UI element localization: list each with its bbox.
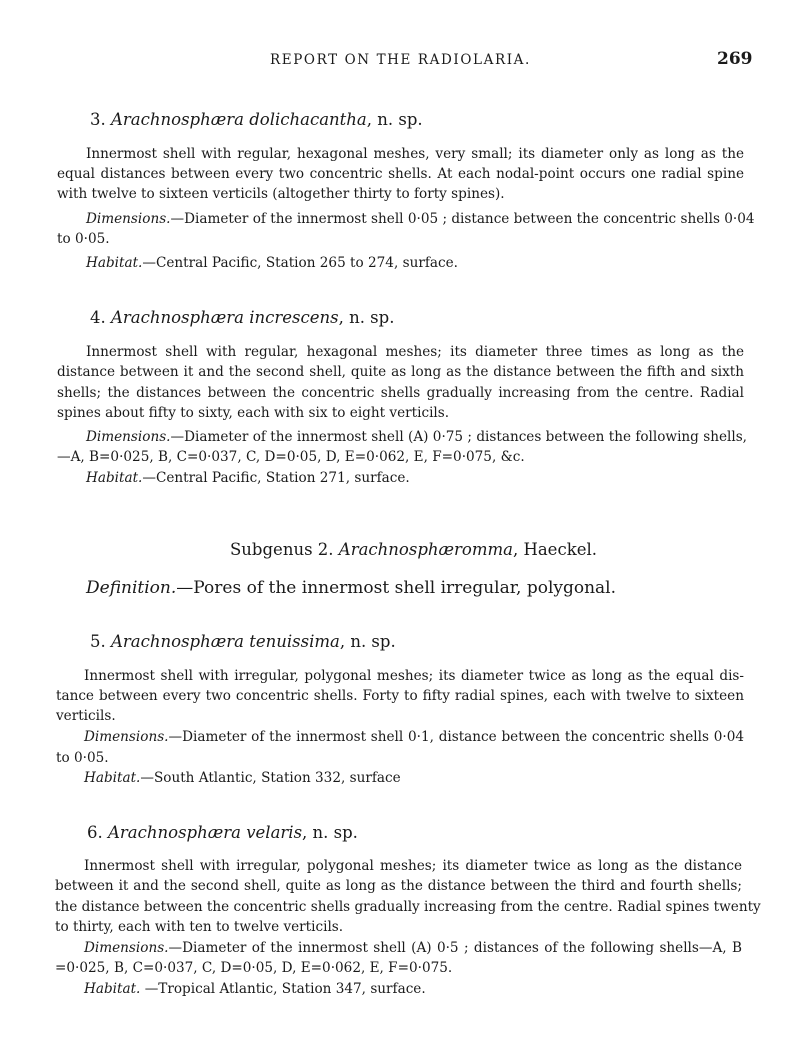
habitat-text: —Tropical Atlantic, Station 347, surface. bbox=[140, 981, 426, 997]
description-line: tance between every two concentric shells. Forty to fifty radial spines, each with twelve to sixteen bbox=[56, 688, 744, 704]
definition-label: Definition. bbox=[86, 578, 177, 598]
subgenus-name: Arachnosphæromma bbox=[338, 540, 513, 559]
dimensions-line-2: =0·025, B, C=0·037, C, D=0·05, D, E=0·062, E, F=0·075. bbox=[55, 960, 453, 976]
species-name: Arachnosphæra increscens bbox=[111, 308, 339, 327]
description-line: the distance between the concentric shells gradually increasing from the centre. Radial spines twenty bbox=[55, 899, 761, 915]
species-heading bbox=[90, 110, 423, 129]
dimensions-text: —Diameter of the innermost shell (A) 0·5 ; distances of the following shells—A, B bbox=[168, 940, 742, 956]
dimensions-label: Dimensions. bbox=[86, 429, 171, 445]
species-name: Arachnosphæra velaris bbox=[108, 823, 303, 842]
description-line: Innermost shell with irregular, polygonal meshes; its diameter twice as long as the distance bbox=[84, 858, 742, 874]
habitat-text: —Central Pacific, Station 265 to 274, surface. bbox=[142, 255, 458, 271]
description-line: with twelve to sixteen verticils (altogether thirty to forty spines). bbox=[57, 186, 505, 202]
dimensions-label: Dimensions. bbox=[84, 940, 169, 956]
description-line: Innermost shell with regular, hexagonal meshes; its diameter three times as long as the bbox=[86, 344, 744, 360]
species-suffix: , n. sp. bbox=[302, 823, 358, 842]
description-line: verticils. bbox=[56, 708, 116, 724]
subgenus-suffix: , Haeckel. bbox=[512, 540, 597, 559]
definition-text: —Pores of the innermost shell irregular, polygonal. bbox=[176, 578, 617, 598]
description-line: shells; the distances between the concentric shells gradually increasing from the centre. Radial bbox=[57, 385, 744, 401]
dimensions-line bbox=[86, 211, 755, 227]
dimensions-line bbox=[84, 940, 742, 956]
habitat-label: Habitat. bbox=[86, 255, 143, 271]
dimensions-line-2: to 0·05. bbox=[56, 750, 109, 766]
dimensions-label: Dimensions. bbox=[84, 729, 169, 745]
dimensions-line-2: to 0·05. bbox=[57, 231, 110, 247]
dimensions-line bbox=[86, 429, 747, 445]
page-number: 269 bbox=[717, 49, 753, 69]
subgenus-prefix: Subgenus 2. bbox=[230, 540, 339, 559]
species-name: Arachnosphæra dolichacantha bbox=[111, 110, 367, 129]
species-suffix: , n. sp. bbox=[366, 110, 423, 129]
habitat-label: Habitat. bbox=[84, 981, 141, 997]
habitat-line bbox=[86, 470, 410, 486]
description-line: equal distances between every two concentric shells. At each nodal-point occurs one radial spine bbox=[57, 166, 744, 182]
species-name: Arachnosphæra tenuissima bbox=[111, 632, 340, 651]
dimensions-line-2: —A, B=0·025, B, C=0·037, C, D=0·05, D, E=0·062, E, F=0·075, &c. bbox=[57, 449, 525, 465]
species-heading bbox=[90, 308, 394, 327]
species-number: 6. bbox=[87, 823, 103, 842]
species-suffix: , n. sp. bbox=[339, 632, 396, 651]
species-number: 4. bbox=[90, 308, 106, 327]
species-heading bbox=[90, 632, 396, 651]
dimensions-label: Dimensions. bbox=[86, 211, 171, 227]
description-line: to thirty, each with ten to twelve verticils. bbox=[55, 919, 344, 935]
species-number: 5. bbox=[90, 632, 106, 651]
habitat-line bbox=[86, 255, 458, 271]
subgenus-heading bbox=[230, 540, 597, 559]
species-heading bbox=[87, 823, 358, 842]
habitat-line bbox=[84, 981, 426, 997]
definition-line bbox=[86, 578, 616, 598]
description-line: Innermost shell with irregular, polygonal meshes; its diameter twice as long as the equal dis- bbox=[84, 668, 744, 684]
running-title: REPORT ON THE RADIOLARIA. bbox=[270, 52, 531, 68]
habitat-text: —Central Pacific, Station 271, surface. bbox=[142, 470, 410, 486]
dimensions-text: —Diameter of the innermost shell 0·1, distance between the concentric shells 0·04 bbox=[168, 729, 744, 745]
species-number: 3. bbox=[90, 110, 106, 129]
description-line: distance between it and the second shell, quite as long as the distance between the fifth and sixth bbox=[57, 364, 744, 380]
habitat-label: Habitat. bbox=[84, 770, 141, 786]
page-header bbox=[0, 49, 800, 74]
habitat-label: Habitat. bbox=[86, 470, 143, 486]
dimensions-text: —Diameter of the innermost shell 0·05 ; distance between the concentric shells 0·04 bbox=[170, 211, 755, 227]
habitat-line bbox=[84, 770, 401, 786]
description-line: Innermost shell with regular, hexagonal meshes, very small; its diameter only as long as the bbox=[86, 146, 744, 162]
dimensions-text: —Diameter of the innermost shell (A) 0·75 ; distances between the following shells, bbox=[170, 429, 747, 445]
description-line: spines about fifty to sixty, each with six to eight verticils. bbox=[57, 405, 450, 421]
dimensions-line bbox=[84, 729, 744, 745]
description-line: between it and the second shell, quite as long as the distance between the third and fourth shells; bbox=[55, 878, 742, 894]
habitat-text: —South Atlantic, Station 332, surface bbox=[140, 770, 401, 786]
species-suffix: , n. sp. bbox=[338, 308, 395, 327]
